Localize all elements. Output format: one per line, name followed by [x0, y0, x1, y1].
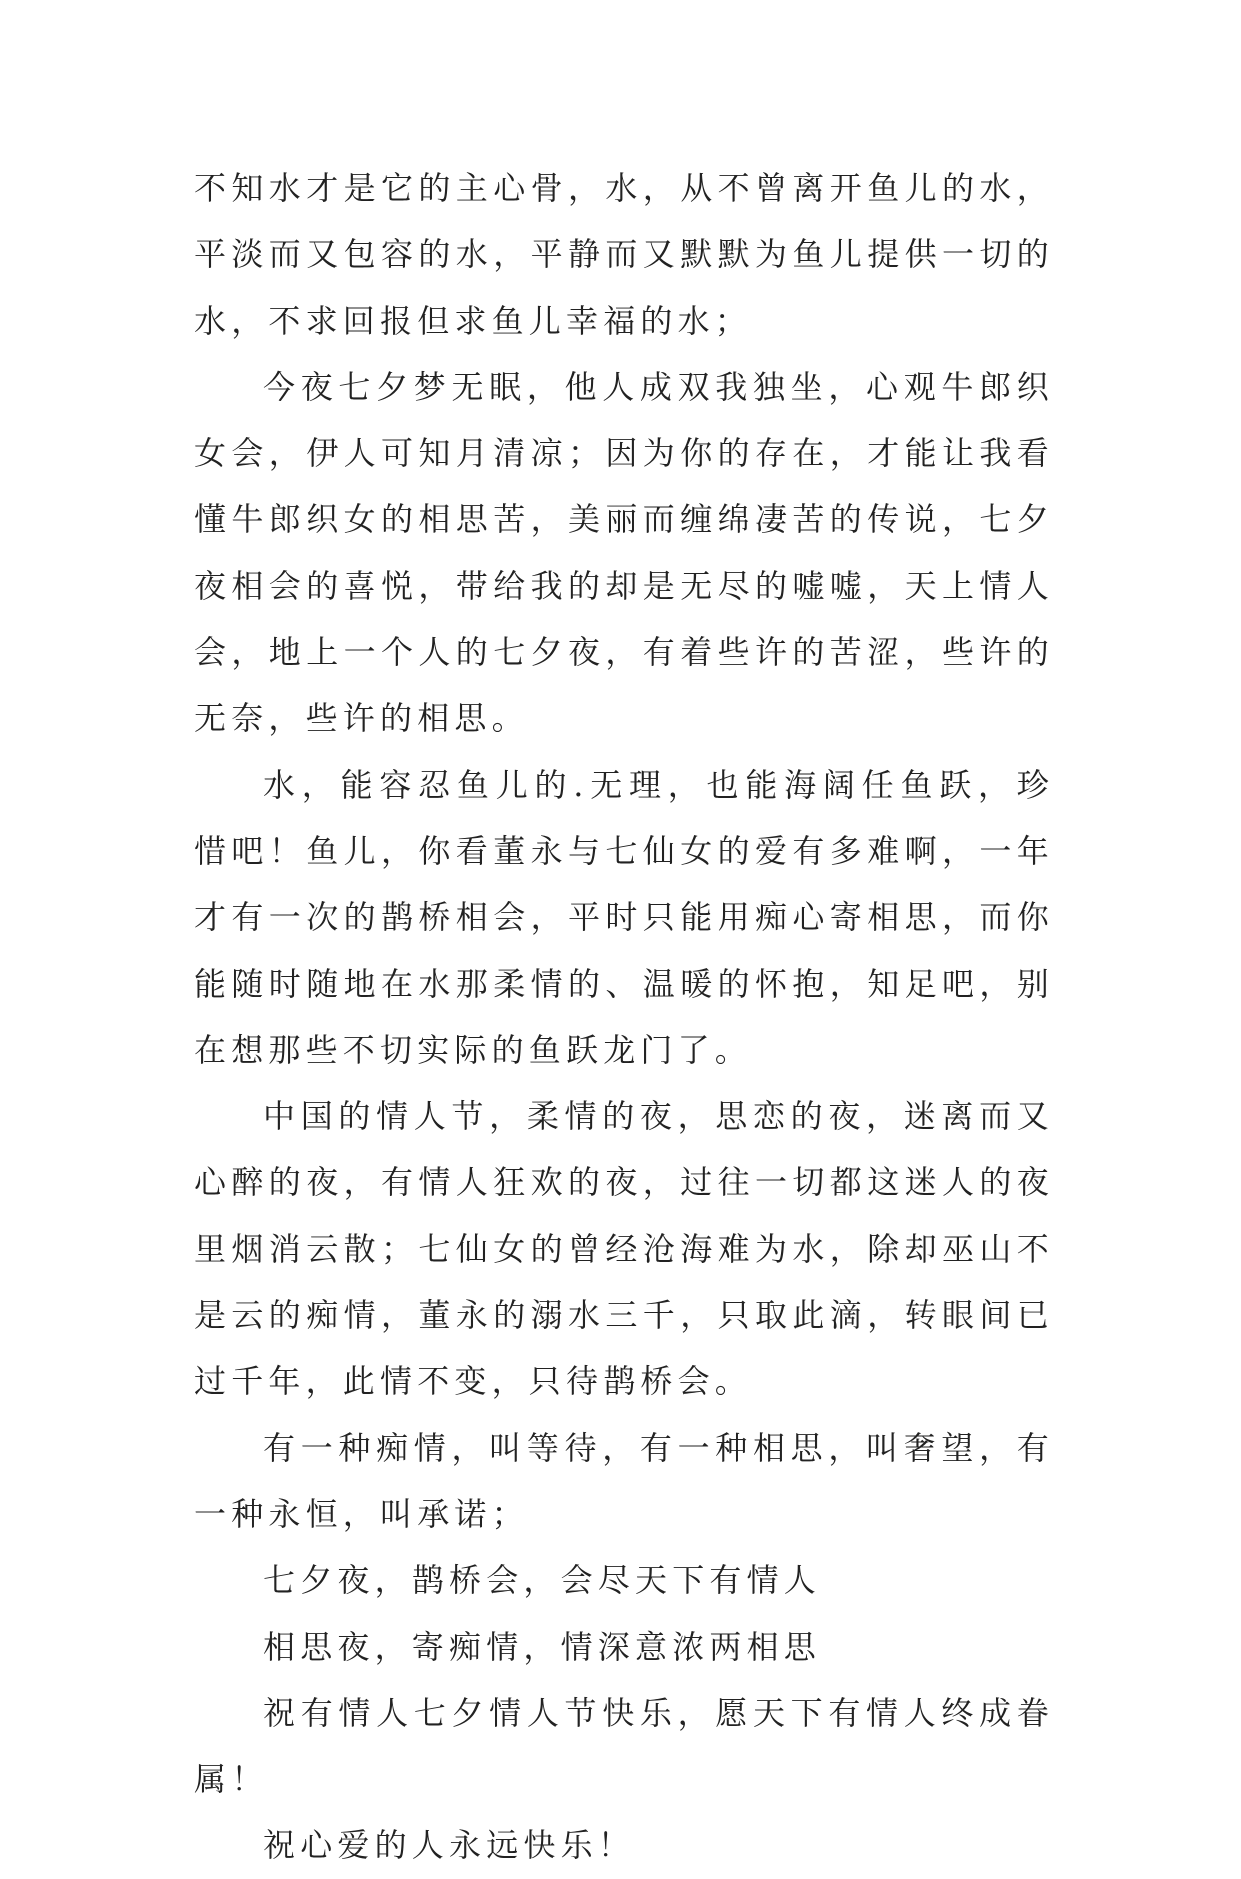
paragraph-4: 中国的情人节，柔情的夜，思恋的夜，迷离而又心醉的夜，有情人狂欢的夜，过往一切都这迷人的夜里烟消云散；七仙女的曾经沧海难为水，除却巫山不是云的痴情，董永的溺水三千，只取此滴，转眼间已过千年，此情不变，只待鹊桥会。	[194, 1097, 1054, 1401]
blessing-line-2: 祝心爱的人永远快乐！	[263, 1826, 636, 1865]
poem-line-1: 七夕夜，鹊桥会，会尽天下有情人	[263, 1561, 822, 1600]
blessing-line-1: 祝有情人七夕情人节快乐，愿天下有情人终成眷属！	[194, 1693, 1054, 1799]
paragraph-5: 有一种痴情，叫等待，有一种相思，叫奢望，有一种永恒，叫承诺；	[194, 1428, 1054, 1533]
poem-line-2: 相思夜，寄痴情，情深意浓两相思	[263, 1627, 822, 1666]
paragraph-3: 水，能容忍鱼儿的.无理，也能海阔任鱼跃，珍惜吧！鱼儿，你看董永与七仙女的爱有多难啊，一年才有一次的鹊桥相会，平时只能用痴心寄相思，而你能随时随地在水那柔情的、温暖的怀抱，知足吧，别在想那些不切实际的鱼跃龙门了。	[194, 765, 1054, 1069]
paragraph-2: 今夜七夕梦无眠，他人成双我独坐，心观牛郎织女会，伊人可知月清凉；因为你的存在，才能让我看懂牛郎织女的相思苦，美丽而缠绵凄苦的传说，七夕夜相会的喜悦，带给我的却是无尽的嘘嘘，天上情人会，地上一个人的七夕夜，有着些许的苦涩，些许的无奈，些许的相思。	[194, 367, 1054, 738]
paragraph-1: 不知水才是它的主心骨，水，从不曾离开鱼儿的水，平淡而又包容的水，平静而又默默为鱼儿提供一切的水，不求回报但求鱼儿幸福的水；	[194, 169, 1054, 340]
document-body	[194, 155, 1054, 1879]
